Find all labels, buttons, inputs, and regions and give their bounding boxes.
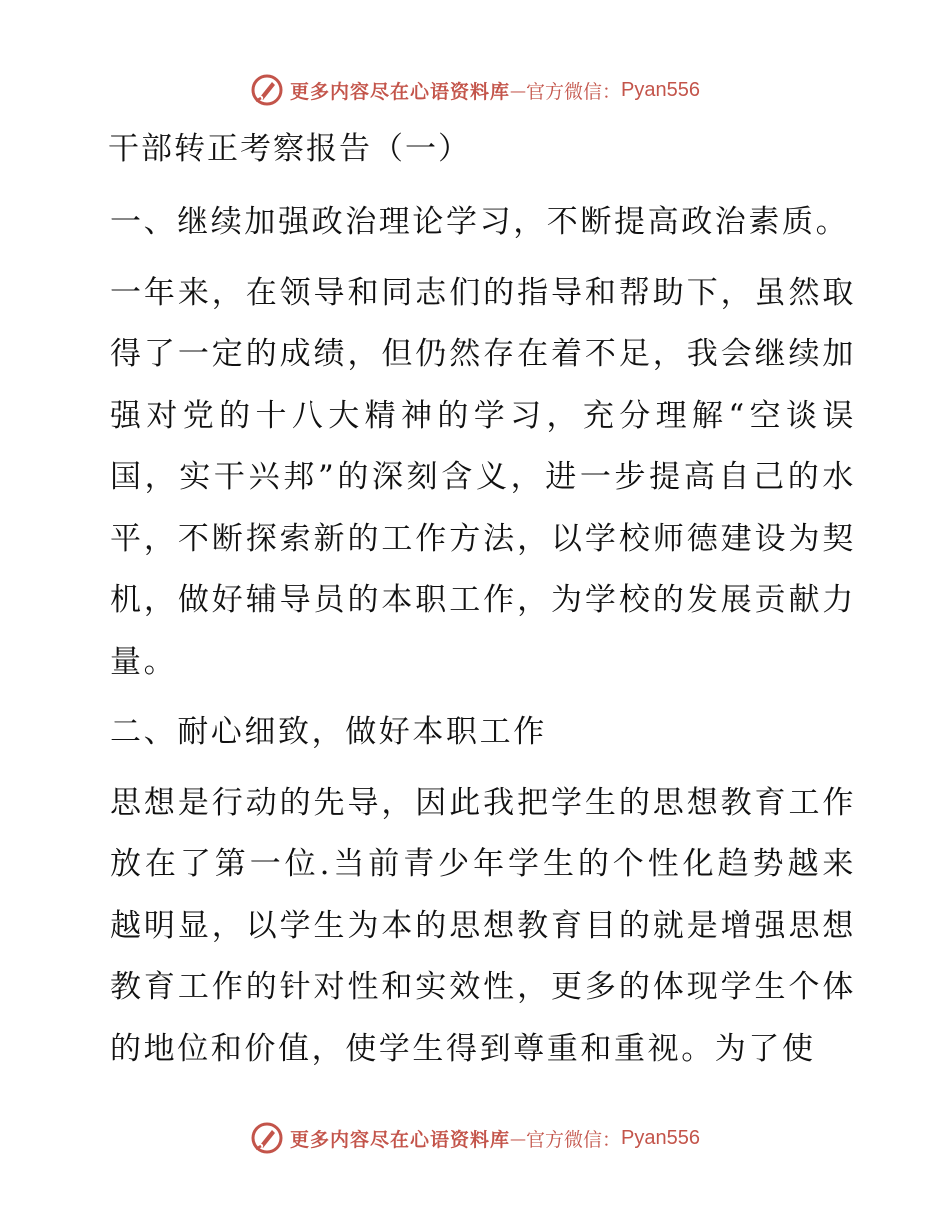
banner-dash: —: [510, 80, 527, 100]
banner-wechat-id: Pyan556: [621, 78, 700, 101]
banner-site-text: 更多内容尽在心语资料库: [290, 1128, 511, 1151]
document-title: 干部转正考察报告（一）: [108, 131, 471, 167]
document-body: [96, 118, 856, 1080]
banner-dash: —: [510, 1128, 527, 1148]
section-heading-2: 二、耐心细致，做好本职工作: [110, 714, 547, 750]
footer-banner: [0, 1118, 950, 1158]
pen-nib-logo-icon: [250, 1121, 284, 1155]
body-paragraph-2: 思想是行动的先导，因此我把学生的思想教育工作放在了第一位.当前青少年学生的个性化趋势越来越明显，以学生为本的思想教育目的就是增强思想教育工作的针对性和实效性，更多的体现学生个体的地位和价值，使学生得到尊重和重视。为了使: [110, 784, 856, 1067]
banner-site-text: 更多内容尽在心语资料库: [290, 80, 511, 103]
banner-wechat-label: 官方微信：: [526, 1128, 622, 1151]
banner-wechat-id: Pyan556: [621, 1126, 700, 1149]
body-paragraph-1: 一年来，在领导和同志们的指导和帮助下，虽然取得了一定的成绩，但仍然存在着不足，我会继续加强对党的十八大精神的学习，充分理解“空谈误国，实干兴邦”的深刻含义，进一步提高自己的水平，不断探索新的工作方法，以学校师德建设为契机，做好辅导员的本职工作，为学校的发展贡献力量。: [110, 274, 856, 680]
header-banner: [0, 70, 950, 110]
section-heading-1: 一、继续加强政治理论学习，不断提高政治素质。: [110, 204, 850, 240]
banner-wechat-label: 官方微信：: [526, 80, 622, 103]
pen-nib-logo-icon: [250, 73, 284, 107]
